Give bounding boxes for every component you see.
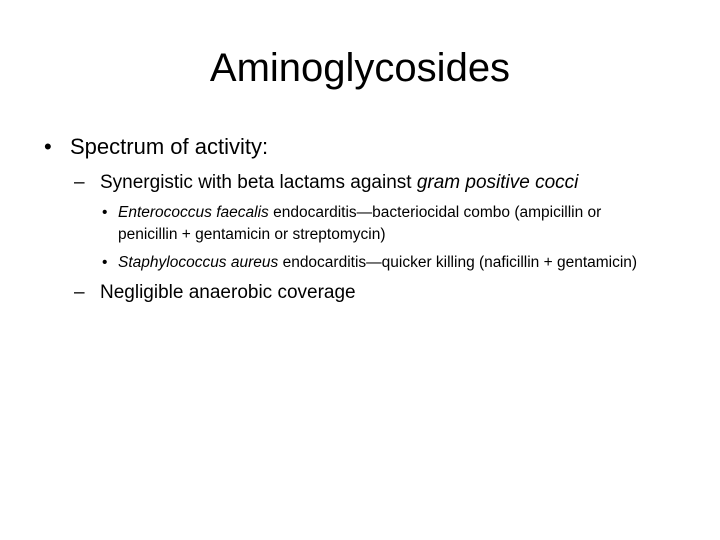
bullet-dot-icon: • [102,254,108,271]
organism-name: Enterococcus faecalis [118,204,269,221]
slide-content [44,132,684,312]
bullet-text-plain: endocarditis—quicker killing (naficillin + gentamicin) [278,254,638,271]
bullet-level1-spectrum [44,132,684,162]
bullet-level3-enterococcus [102,202,648,246]
bullet-level2-anaerobic [74,280,684,306]
bullet-text-plain: endocarditis—bacteriocidal combo (ampicillin or penicillin + gentamicin or streptomycin) [118,204,602,243]
bullet-level3-staphylococcus [102,252,648,274]
bullet-level2-synergistic [74,170,684,196]
bullet-dash-icon: – [74,282,85,303]
slide-title: Aminoglycosides [209,46,511,90]
bullet-text: Negligible anaerobic coverage [100,282,356,303]
organism-name: Staphylococcus aureus [118,254,279,271]
bullet-dot-icon: • [44,134,52,159]
bullet-dot-icon: • [102,204,108,221]
bullet-dash-icon: – [74,172,85,193]
bullet-text-italic: gram positive cocci [416,172,579,193]
bullet-text-plain: Synergistic with beta lactams against [100,172,417,193]
bullet-text: Spectrum of activity: [70,134,269,159]
